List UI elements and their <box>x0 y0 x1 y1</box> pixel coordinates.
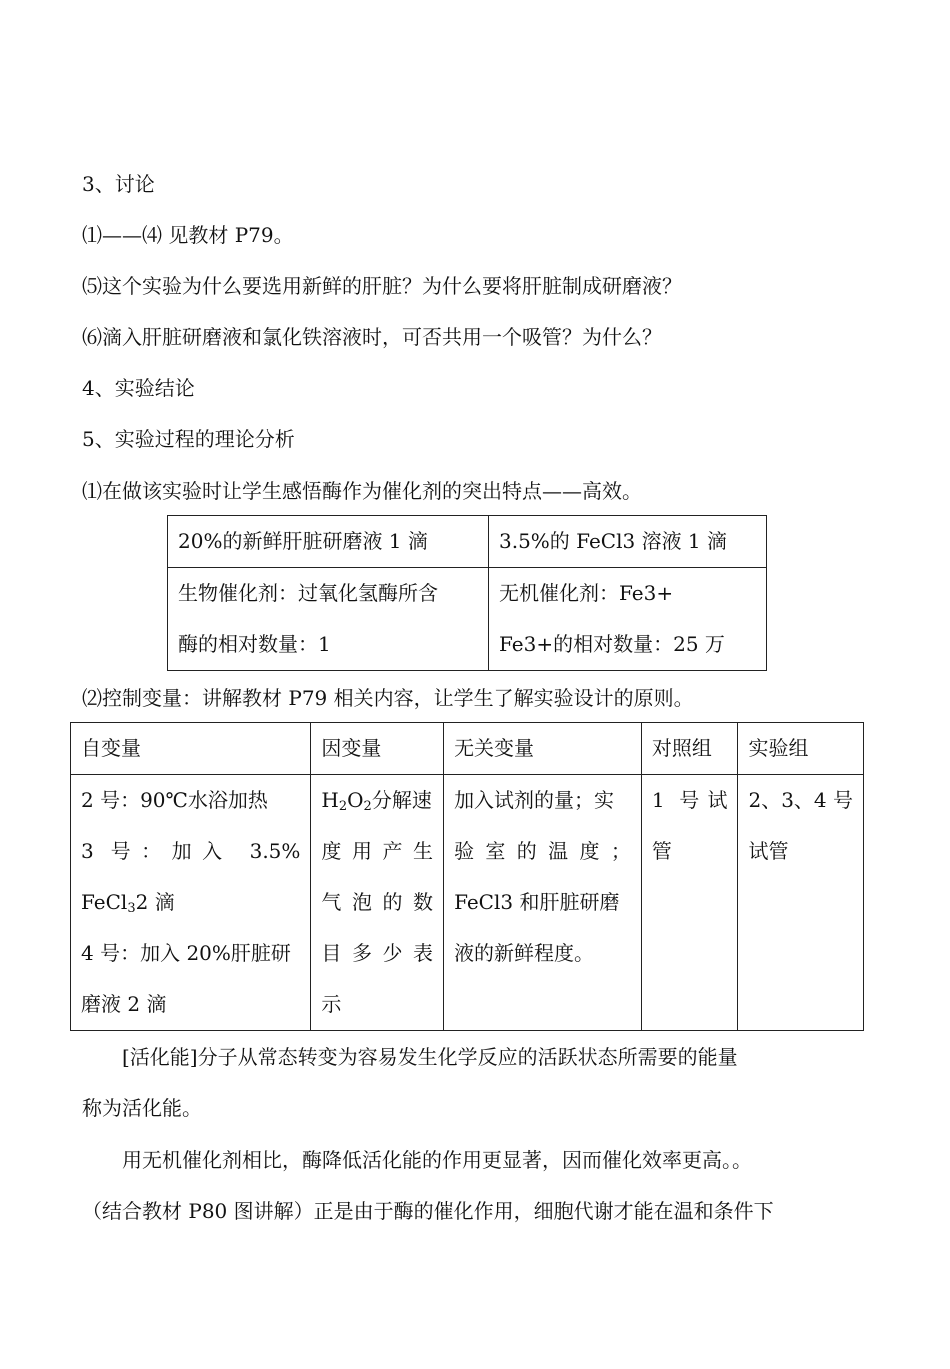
section3-heading: 3、讨论 <box>82 172 155 196</box>
table-row <box>168 516 767 568</box>
section5-point1: ⑴在做该实验时让学生感悟酶作为催化剂的突出特点——高效。 <box>82 479 642 503</box>
table-header: 因变量 <box>311 723 444 775</box>
table-row <box>71 775 864 1031</box>
section3-item-5: ⑸这个实验为什么要选用新鲜的肝脏？为什么要将肝脏制成研磨液？ <box>82 274 682 298</box>
table-header: 自变量 <box>71 723 311 775</box>
table-cell: 2 号：90℃水浴加热 3 号：加入 3.5% FeCl$_3$2 滴 4 号：加入 20%肝脏研 磨液 2 滴 <box>71 775 311 1031</box>
catalyst-comparison-table <box>167 515 767 671</box>
catalyst-compare-line1: 用无机催化剂相比，酶降低活化能的作用更显著，因而催化效率更高。。 <box>122 1148 752 1172</box>
section5-point2: ⑵控制变量：讲解教材 P79 相关内容，让学生了解实验设计的原则。 <box>82 686 694 710</box>
catalyst-compare-line2: （结合教材 P80 图讲解）正是由于酶的催化作用，细胞代谢才能在温和条件下 <box>82 1199 774 1223</box>
table-cell: $H_2O_2$分解速 度用产生 气泡的数 目多少表 示 <box>311 775 444 1031</box>
table-cell: 20%的新鲜肝脏研磨液 1 滴 <box>168 516 489 568</box>
activation-energy-paragraph <box>82 1032 852 1134</box>
variables-table <box>70 722 864 1031</box>
table-cell: 无机催化剂：Fe3+ Fe3+的相对数量：25 万 <box>489 568 767 671</box>
table-cell: 1 号试 管 <box>641 775 738 1031</box>
table-header: 对照组 <box>641 723 738 775</box>
table-header: 无关变量 <box>444 723 642 775</box>
section3-item-1: ⑴——⑷ 见教材 P79。 <box>82 223 294 247</box>
activation-energy-line1: [活化能]分子从常态转变为容易发生化学反应的活跃状态所需要的能量 <box>122 1045 738 1069</box>
section4-heading: 4、实验结论 <box>82 376 195 400</box>
activation-energy-line2: 称为活化能。 <box>82 1096 202 1120</box>
table-cell: 生物催化剂：过氧化氢酶所含 酶的相对数量：1 <box>168 568 489 671</box>
table-header: 实验组 <box>738 723 864 775</box>
table-cell: 3.5%的 FeCl3 溶液 1 滴 <box>489 516 767 568</box>
section3-item-6: ⑹滴入肝脏研磨液和氯化铁溶液时，可否共用一个吸管？为什么？ <box>82 325 662 349</box>
table-row <box>168 568 767 671</box>
section5-heading: 5、实验过程的理论分析 <box>82 427 295 451</box>
catalyst-compare-paragraph <box>82 1135 852 1237</box>
table-header-row <box>71 723 864 775</box>
table-cell: 2、3、4 号 试管 <box>738 775 864 1031</box>
table-cell: 加入试剂的量；实 验室的温度； FeCl3 和肝脏研磨 液的新鲜程度。 <box>444 775 642 1031</box>
